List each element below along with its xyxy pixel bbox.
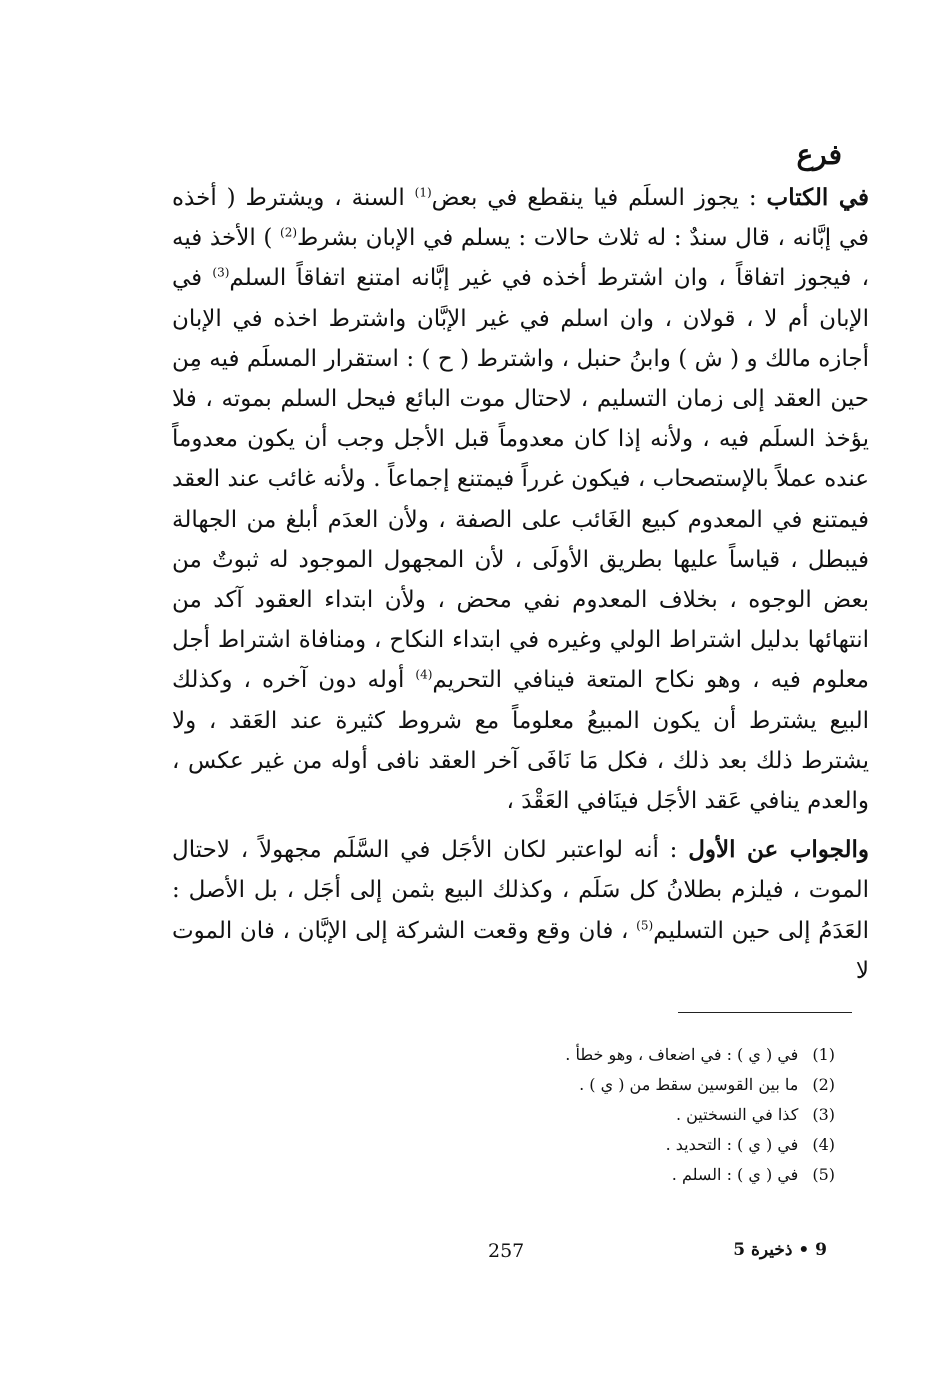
footnote-ref-1[interactable]: (1) bbox=[414, 185, 432, 200]
paragraph-2-text: ، فان وقع وقعت الشركة إلى الإبَّان ، فان الموت لا bbox=[172, 917, 869, 984]
footnote-item bbox=[315, 1040, 835, 1070]
paragraph-1-text: أوله دون آخره ، وكذلك البيع يشترط أن يكون المبيعُ معلوماً مع شروط كثيرة عند العَقد ، ولا يشترط ذلك بعد ذلك ، فكل مَا نَافَى آخر العقد نافى أوله من غير عكس ، والعدم ينافي عَقد الأجَل فينَافي العَقْدَ ، bbox=[172, 667, 869, 815]
paragraph-1-lead: في الكتاب bbox=[766, 184, 869, 211]
paragraph-1 bbox=[172, 178, 869, 821]
page-number: 257 bbox=[488, 1240, 525, 1262]
footnote-ref-2[interactable]: (2) bbox=[280, 225, 298, 240]
footnote-ref-4[interactable]: (4) bbox=[415, 667, 433, 682]
footnote-number: (1) bbox=[812, 1045, 835, 1064]
paragraph-1-text: في الإبان أم لا ، قولان ، وان اسلم في غير الإبَّان واشترط اخذه في الإبان أجازه مالك و ( ش ) وابنُ حنبل ، واشترط ( ح ) : استقرار المسلَم فيه مِن حين العقد إلى زمان التسليم ، لاحتال موت البائع فيحل السلم بموته ، فلا يؤخذ السلَم فيه ، ولأنه إذا كان معدوماً قبل الأجل وجب أن يكون معدوماً عنده عملاً بالإستصحاب ، فيكون غرراً فيمتنع إجماعاً . ولأنه غائب عند العقد فيمتنع في المعدوم كبيع الغَائب على الصفة ، ولأن العدَم أبلغ من الجهالة فيبطل ، قياساً عليها بطريق الأولَى ، لأن المجهول الموجود له ثبوتٌ من بعض الوجوه ، بخلاف المعدوم نفي محض ، ولأن ابتداء العقود آكد من انتهائها بدليل اشتراط الولي وغيره في ابتداء النكاح ، ومنافاة اشتراط أجل معلوم فيه ، وهو نكاح المتعة فينافي التحريم bbox=[172, 265, 869, 694]
footnote-text: ما بين القوسين سقط من ( ي ) . bbox=[579, 1075, 799, 1094]
footnote-number: (3) bbox=[812, 1105, 835, 1124]
footnote-item bbox=[315, 1130, 835, 1160]
footnote-ref-3[interactable]: (3) bbox=[212, 265, 230, 280]
main-text bbox=[172, 178, 869, 991]
paragraph-2 bbox=[172, 830, 869, 991]
footnote-number: (4) bbox=[812, 1135, 835, 1154]
footnote-divider bbox=[678, 1012, 852, 1013]
paragraph-2-text: : أنه لواعتبر لكان الأجَل في السَّلَم مجهولاً ، لاحتال الموت ، فيلزم بطلانُ كل سَلَم ، وكذلك البيع بثمن إلى أجَل ، بل الأصل : العَدَمُ إلى حين التسليم bbox=[172, 837, 870, 944]
footnote-text: في ( ي ) : التحديد . bbox=[665, 1135, 799, 1154]
footnote-number: (2) bbox=[812, 1075, 835, 1094]
footnote-text: في ( ي ) : السلم . bbox=[671, 1165, 799, 1184]
footnote-text: كذا في النسختين . bbox=[675, 1105, 799, 1124]
footnotes-list bbox=[315, 1040, 835, 1190]
footnote-ref-5[interactable]: (5) bbox=[636, 918, 654, 932]
signature-mark: 9 • ذخيرة 5 bbox=[733, 1240, 827, 1260]
paragraph-1-text: السنة ، ويشترط ( أخذه في إبَّانه ، قال سندٌ : له ثلاث حالات : يسلم في الإبان بشرط bbox=[172, 185, 869, 252]
footnote-item bbox=[315, 1160, 835, 1190]
section-title: فرع bbox=[796, 138, 842, 171]
footnote-item bbox=[315, 1100, 835, 1130]
paragraph-1-text: ) الأخذ فيه ، فيجوز اتفاقاً ، وان اشترط أخذه في غير إبَّانه امتنع اتفاقاً السلم bbox=[172, 225, 869, 292]
footnote-text: في ( ي ) : في اضعاف ، وهو خطأ . bbox=[565, 1045, 799, 1064]
footnote-item bbox=[315, 1070, 835, 1100]
footnote-number: (5) bbox=[812, 1165, 835, 1184]
paragraph-1-text: : يجوز السلَم فيا ينقطع في بعض bbox=[431, 185, 767, 211]
paragraph-2-lead: والجواب عن الأول bbox=[688, 836, 869, 864]
